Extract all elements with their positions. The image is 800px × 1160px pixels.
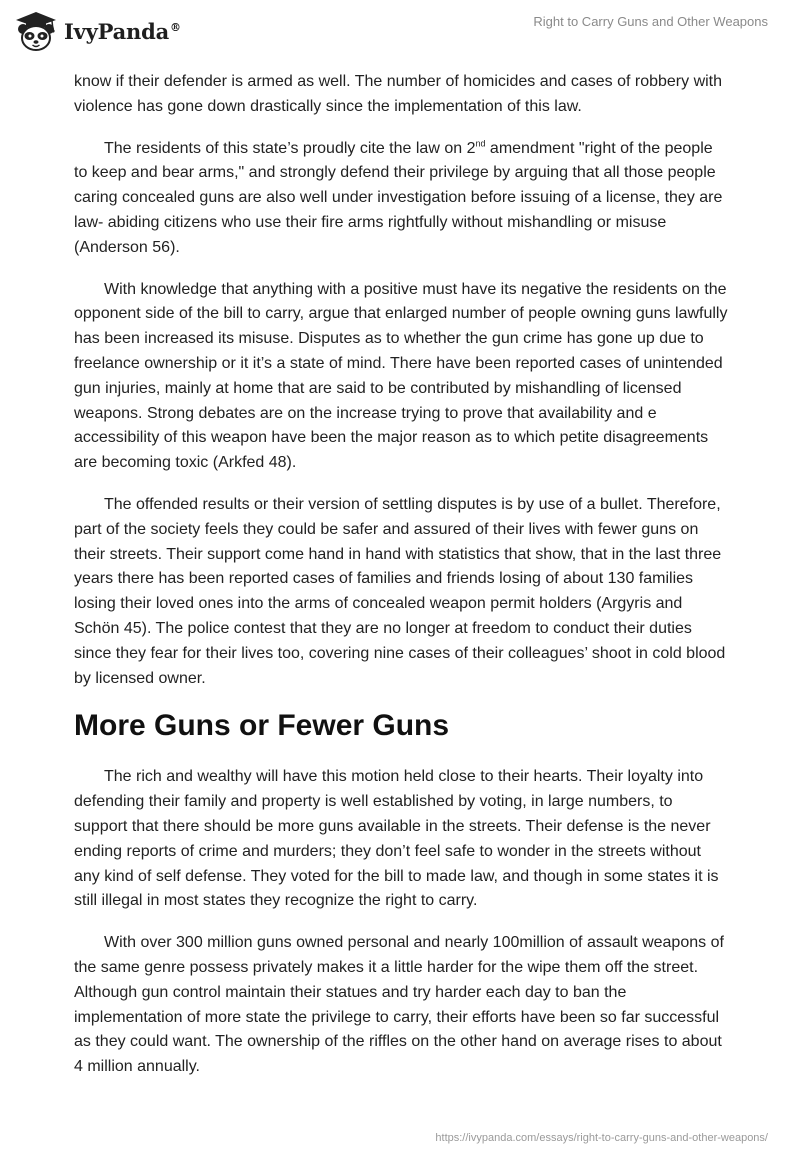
page-header xyxy=(0,0,800,66)
essay-body xyxy=(74,70,728,1097)
source-url[interactable]: https://ivypanda.com/essays/right-to-carry-guns-and-other-weapons/ xyxy=(435,1132,768,1144)
ivypanda-logo[interactable] xyxy=(14,10,181,52)
panda-graduate-icon xyxy=(14,10,58,52)
paragraph-3: With knowledge that anything with a positive must have its negative the residents on the opponent side of the bill to carry, argue that enlarged number of people owning guns lawfully has been increased its misuse. Disputes as to whether the gun crime has gone up due to freelance ownership or it it’s a state of mind. There have been reported cases of unintended gun injuries, mainly at home that are said to be contributed by mishandling of licensed weapons. Strong debates are on the increase trying to prove that availability and e accessibility of this weapon have been the major reason as to which petite disagreements are becoming toxic (Arkfed 48). xyxy=(74,280,728,472)
paragraph-4: The offended results or their version of settling disputes is by use of a bullet. Therefore, part of the society feels they could be safer and assured of their lives with fewer guns on their streets. Their support come hand in hand with statistics that show, that in the last three years there has been reported cases of families and friends losing of about 130 families losing their loved ones into the arms of concealed weapon permit holders (Argyris and Schön 45). The police contest that they are no longer at freedom to conduct their duties since they fear for their lives too, covering nine cases of their colleagues’ shoot in cold blood by licensed owner. xyxy=(74,495,726,687)
paragraph-1: know if their defender is armed as well. The number of homicides and cases of robbery with violence has gone down drastically since the implementation of this law. xyxy=(74,73,723,115)
document-title: Right to Carry Guns and Other Weapons xyxy=(533,14,768,29)
paragraph-6: With over 300 million guns owned personal and nearly 100million of assault weapons of the same genre possess privately makes it a little harder for the wipe them off the street. Although gun control maintain their statues and try harder each day to ban the implementation of more state the privilege to carry, their efforts have been so far successful as they could want. The ownership of the riffles on the other hand on average rises to about 4 million annually. xyxy=(74,934,724,1076)
logo-text: IvyPanda® xyxy=(64,18,181,44)
paragraph-2: The residents of this state’s proudly cite the law on 2nd amendment "right of the people to keep and bear arms," and strongly defend their privilege by arguing that all those people caring concealed guns are also well under investigation before issuing of a license, they are law- abiding citizens who use their fire arms rightfully without mishandling or misuse (Anderson 56). xyxy=(74,138,723,256)
section-heading: More Guns or Fewer Guns xyxy=(74,709,450,743)
paragraph-5: The rich and wealthy will have this motion held close to their hearts. Their loyalty into defending their family and property is well established by voting, in large numbers, to support that there should be more guns available in the streets. Their defense is the never ending reports of crime and murders; they don’t feel safe to wonder in the streets without any kind of self defense. They voted for the bill to made law, and though in some states it is still illegal in most states they recognize the right to carry. xyxy=(74,768,719,910)
